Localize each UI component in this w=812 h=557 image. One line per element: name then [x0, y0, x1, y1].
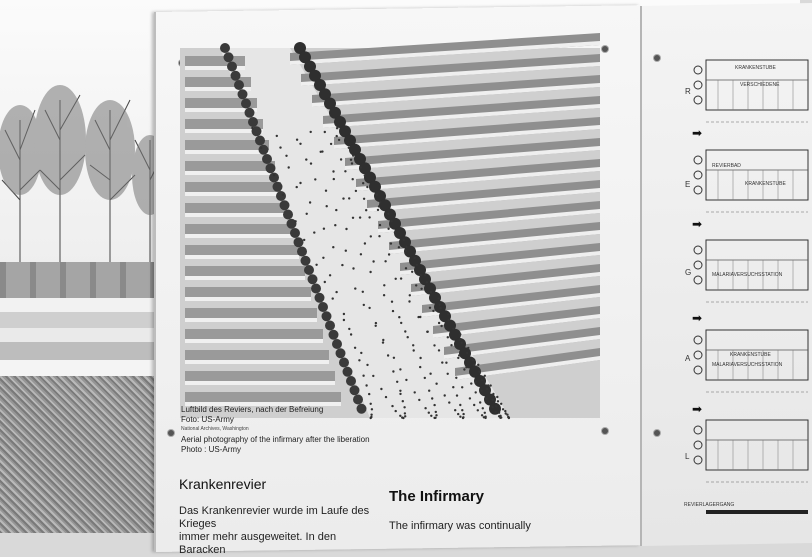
plan-label: KRANKENSTUBE: [745, 181, 786, 187]
plan-label: REVIERLAGERGANG: [684, 502, 735, 508]
plan-label: MALARIAVERSUCHSSTATION: [712, 272, 783, 278]
plan-row-letter: G: [685, 268, 692, 277]
plan-label: REVIERBAD: [712, 163, 741, 169]
plan-row-letter: R: [685, 87, 691, 96]
arrow-right-icon: ➡: [692, 217, 703, 231]
screw: [168, 430, 174, 436]
floor-plan: [678, 40, 808, 530]
trees: [0, 80, 170, 280]
caption-english-credit: Photo : US-Army: [181, 445, 242, 454]
screw: [602, 428, 608, 434]
aerial-photograph: [180, 48, 600, 418]
screw: [654, 430, 660, 436]
heading-english: The Infirmary: [389, 488, 485, 505]
plan-row-letter: L: [685, 452, 690, 461]
arrow-right-icon: ➡: [692, 311, 703, 325]
arrow-right-icon: ➡: [692, 402, 703, 416]
body-line: Das Krankenrevier wurde im Laufe des Krieges: [179, 505, 370, 530]
body-text-german: [179, 505, 379, 557]
plan-row-letter: A: [685, 354, 691, 363]
body-line: immer mehr ausgeweitet. In den Baracken: [179, 531, 337, 556]
plan-label: KRANKENSTUBE: [735, 65, 776, 71]
plan-row-letter: E: [685, 180, 691, 189]
body-text-english: The infirmary was continually: [389, 520, 531, 532]
screw: [654, 55, 660, 61]
archive-credit: National Archives, Washington: [181, 426, 249, 432]
caption-german: Luftbild des Reviers, nach der Befreiung: [181, 405, 324, 414]
screw: [602, 46, 608, 52]
wall: [0, 262, 170, 298]
plan-label: VERSCHIEDENE: [740, 82, 780, 88]
heading-german: Krankenrevier: [179, 476, 267, 492]
plan-label: MALARIAVERSUCHSSTATION: [712, 362, 783, 368]
gravel-ground: [0, 298, 170, 533]
plan-label: KRANKENSTUBE: [730, 352, 771, 358]
caption-german-credit: Foto: US-Army: [181, 415, 234, 424]
arrow-right-icon: ➡: [692, 126, 703, 140]
caption-english: Aerial photography of the infirmary after the liberation: [181, 435, 370, 444]
